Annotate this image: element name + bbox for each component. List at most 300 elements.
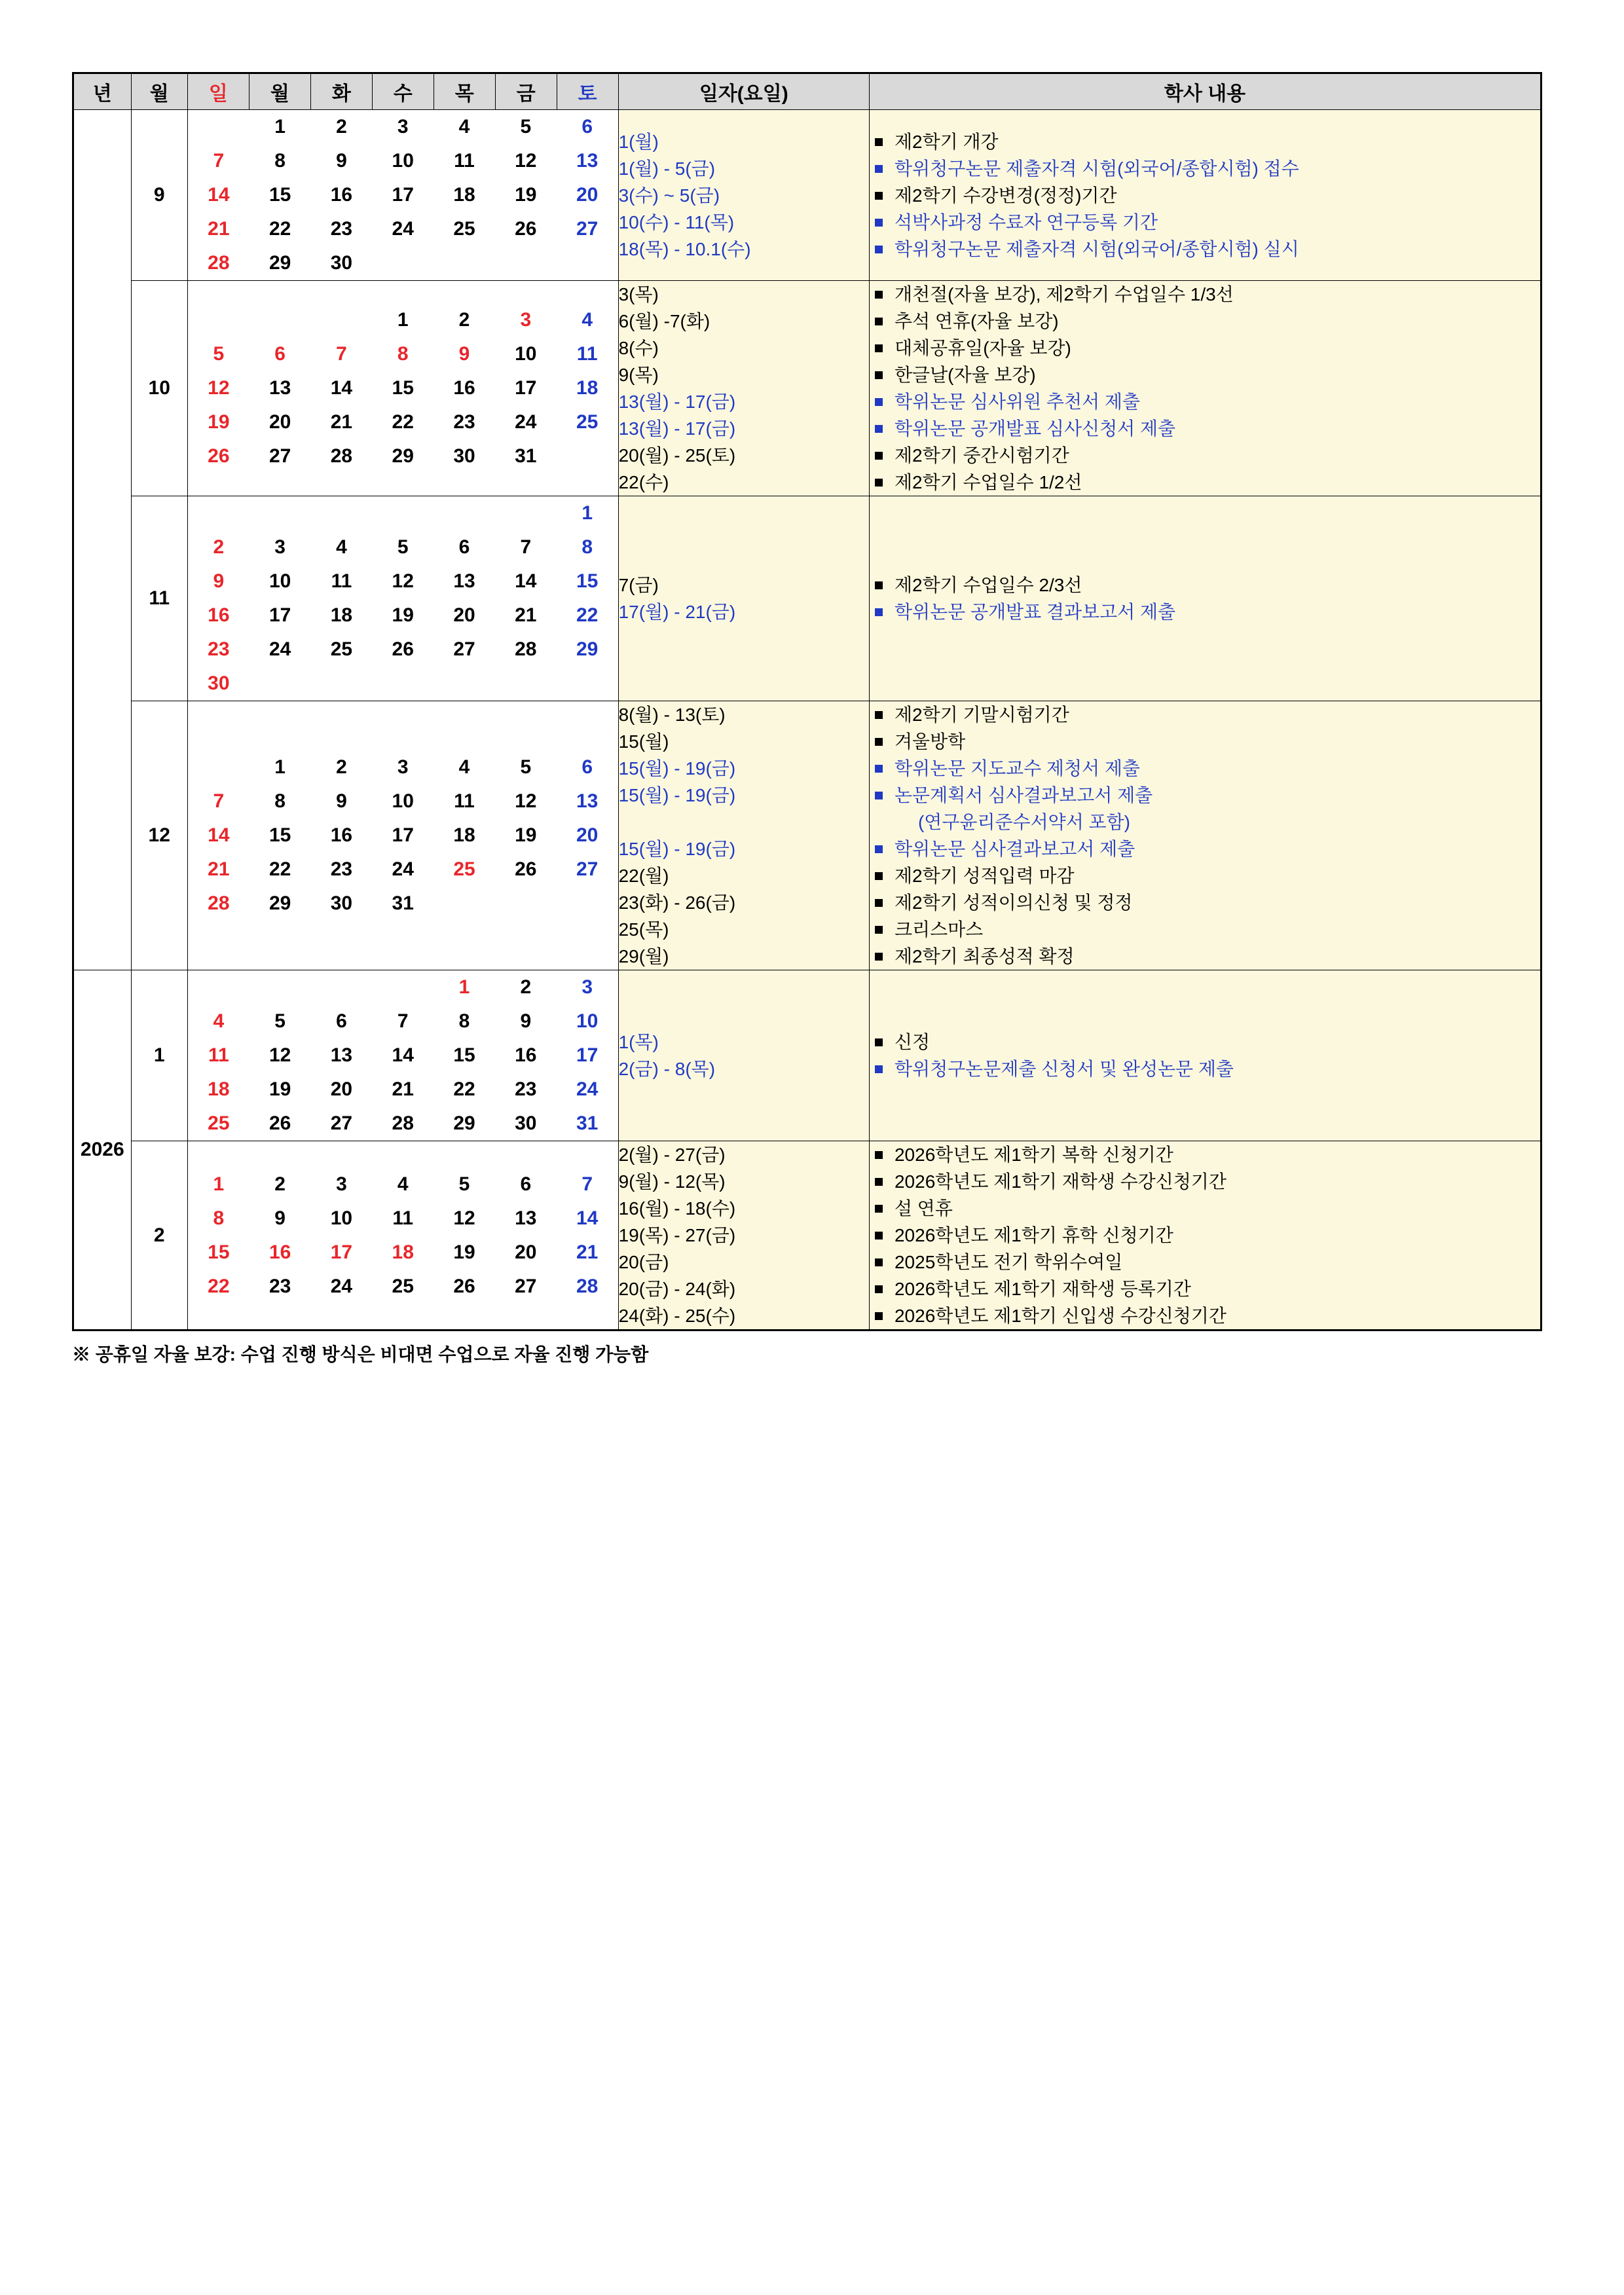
date-list-cell <box>618 281 869 496</box>
week-row <box>188 970 618 1004</box>
square-bullet-icon <box>875 291 883 299</box>
week-row <box>188 1038 618 1073</box>
day-cell: 18 <box>392 1241 414 1263</box>
header-wednesday: 수 <box>372 73 434 110</box>
day-cell <box>249 303 311 337</box>
day-grid <box>187 110 618 281</box>
date-line: 2(월) - 27(금) <box>618 1145 726 1165</box>
day-cell: 10 <box>392 790 414 812</box>
day-cell: 16 <box>515 1044 537 1066</box>
day-cell: 8 <box>458 1010 470 1032</box>
day-cell: 12 <box>268 1044 291 1066</box>
date-line: 20(금) <box>618 1252 669 1272</box>
square-bullet-icon <box>875 479 883 487</box>
day-cell: 19 <box>208 411 230 433</box>
date-line: 15(월) - 19(금) <box>618 839 736 859</box>
event-label: 2026학년도 제1학기 휴학 신청기간 <box>894 1225 1173 1245</box>
event-line <box>870 361 1540 388</box>
day-grid <box>187 496 618 701</box>
event-line <box>870 1141 1540 1168</box>
header-academic-content: 학사 내용 <box>869 73 1541 110</box>
day-cell: 4 <box>213 1010 225 1032</box>
month-row <box>73 281 1541 496</box>
square-bullet-icon <box>875 398 883 406</box>
day-cell <box>557 667 618 701</box>
day-cell: 17 <box>392 824 414 846</box>
event-label: 신정 <box>894 1032 931 1052</box>
square-bullet-icon <box>875 899 883 907</box>
header-date-dow: 일자(요일) <box>618 73 869 110</box>
event-label: 학위논문 공개발표 심사신청서 제출 <box>894 418 1176 439</box>
date-line: 23(화) - 26(금) <box>618 892 736 913</box>
day-cell: 24 <box>392 218 414 240</box>
event-line <box>870 809 1540 835</box>
square-bullet-icon <box>875 765 883 773</box>
day-cell: 14 <box>330 377 353 399</box>
header-year: 년 <box>73 73 132 110</box>
week-row <box>188 371 618 405</box>
day-cell: 31 <box>576 1112 599 1134</box>
square-bullet-icon <box>875 845 883 853</box>
day-cell: 1 <box>397 309 409 331</box>
week-row <box>188 1004 618 1038</box>
day-cell: 11 <box>392 1207 414 1229</box>
square-bullet-icon <box>875 608 883 616</box>
square-bullet-icon <box>875 165 883 173</box>
month-row <box>73 110 1541 281</box>
day-cell <box>311 496 373 530</box>
day-cell: 24 <box>330 1275 353 1297</box>
day-cell: 9 <box>458 343 470 365</box>
date-list-cell <box>618 496 869 701</box>
day-cell: 30 <box>330 892 353 914</box>
event-line <box>870 1056 1540 1082</box>
day-cell: 23 <box>453 411 475 433</box>
day-cell <box>188 303 249 337</box>
day-cell: 1 <box>274 756 286 778</box>
event-list-cell <box>869 110 1541 281</box>
day-cell: 9 <box>336 150 347 172</box>
month-cell: 12 <box>131 701 187 970</box>
event-label: 제2학기 성적이의신청 및 정정 <box>894 892 1133 913</box>
week-row <box>188 887 618 921</box>
day-cell: 13 <box>576 150 599 172</box>
day-cell: 26 <box>208 445 230 467</box>
square-bullet-icon <box>875 1205 883 1213</box>
date-line: 10(수) - 11(목) <box>618 211 735 232</box>
event-label: 크리스마스 <box>894 919 984 940</box>
week-row <box>188 818 618 853</box>
day-cell: 14 <box>515 570 537 592</box>
day-cell: 3 <box>336 1173 347 1195</box>
day-cell: 28 <box>392 1112 414 1134</box>
day-cell <box>434 667 495 701</box>
day-cell: 6 <box>274 343 286 365</box>
day-cell <box>434 246 495 280</box>
day-grid <box>187 970 618 1141</box>
square-bullet-icon <box>875 425 883 433</box>
header-row <box>73 73 1541 110</box>
day-cell: 22 <box>576 604 599 626</box>
square-bullet-icon <box>875 138 883 146</box>
day-cell: 29 <box>453 1112 475 1134</box>
day-cell: 29 <box>576 638 599 660</box>
day-cell <box>188 110 249 144</box>
date-line: 9(월) - 12(목) <box>618 1171 726 1192</box>
day-cell: 26 <box>515 858 537 880</box>
square-bullet-icon <box>875 192 883 200</box>
day-cell: 10 <box>576 1010 599 1032</box>
day-cell: 8 <box>213 1207 225 1229</box>
day-cell: 2 <box>274 1173 286 1195</box>
date-line: 24(화) - 25(수) <box>618 1306 736 1326</box>
day-cell: 31 <box>392 892 414 914</box>
event-label: 2026학년도 제1학기 재학생 수강신청기간 <box>894 1171 1227 1192</box>
day-cell: 15 <box>208 1241 230 1263</box>
day-cell: 9 <box>520 1010 532 1032</box>
day-cell: 10 <box>330 1207 353 1229</box>
day-cell: 28 <box>208 252 230 274</box>
day-cell: 26 <box>268 1112 291 1134</box>
day-cell: 20 <box>330 1078 353 1100</box>
event-label: 제2학기 기말시험기간 <box>894 705 1069 725</box>
date-line: 1(월) - 5(금) <box>618 158 716 179</box>
footnote: ※ 공휴일 자율 보강: 수업 진행 방식은 비대면 수업으로 자율 진행 가능함 <box>72 1344 649 1365</box>
date-line <box>619 809 869 835</box>
square-bullet-icon <box>875 953 883 961</box>
day-cell: 3 <box>274 536 286 558</box>
day-cell <box>495 246 557 280</box>
event-line <box>870 388 1540 415</box>
event-line <box>870 916 1540 943</box>
day-cell: 24 <box>515 411 537 433</box>
date-list-cell <box>618 970 869 1141</box>
date-list-cell <box>618 1141 869 1331</box>
event-line <box>870 728 1540 755</box>
day-cell: 30 <box>453 445 475 467</box>
day-cell: 28 <box>330 445 353 467</box>
day-cell: 27 <box>576 218 599 240</box>
day-cell <box>188 750 249 784</box>
event-label: 제2학기 최종성적 확정 <box>894 946 1075 966</box>
day-cell: 2 <box>458 309 470 331</box>
event-label: 학위청구논문 제출자격 시험(외국어/종합시험) 접수 <box>894 158 1299 179</box>
day-cell: 3 <box>581 976 593 998</box>
month-cell: 2 <box>131 1141 187 1331</box>
square-bullet-icon <box>875 246 883 253</box>
event-line <box>870 155 1540 182</box>
day-cell: 19 <box>515 824 537 846</box>
day-cell: 5 <box>458 1173 470 1195</box>
day-cell: 15 <box>268 824 291 846</box>
date-line: 15(월) - 19(금) <box>618 758 736 779</box>
day-cell: 25 <box>208 1112 230 1134</box>
day-cell: 28 <box>208 892 230 914</box>
day-cell: 28 <box>576 1275 599 1297</box>
week-row <box>188 564 618 598</box>
week-row <box>188 667 618 701</box>
day-cell: 21 <box>392 1078 414 1100</box>
day-cell: 14 <box>576 1207 599 1229</box>
square-bullet-icon <box>875 926 883 934</box>
day-cell: 11 <box>576 343 598 365</box>
event-line <box>870 943 1540 970</box>
day-cell: 23 <box>268 1275 291 1297</box>
event-line <box>870 182 1540 209</box>
event-list-cell <box>869 701 1541 970</box>
event-line <box>870 701 1540 728</box>
day-cell: 15 <box>576 570 599 592</box>
day-cell: 13 <box>453 570 475 592</box>
date-line: 1(월) <box>618 131 659 152</box>
event-line <box>870 572 1540 598</box>
day-cell: 18 <box>576 377 599 399</box>
event-line <box>870 442 1540 469</box>
header-sunday: 일 <box>187 73 249 110</box>
day-cell: 18 <box>330 604 353 626</box>
day-cell: 23 <box>330 858 353 880</box>
square-bullet-icon <box>875 344 883 352</box>
day-cell: 12 <box>515 150 537 172</box>
day-cell: 13 <box>330 1044 353 1066</box>
day-cell: 25 <box>453 218 475 240</box>
square-bullet-icon <box>875 1038 883 1046</box>
day-cell: 22 <box>268 858 291 880</box>
day-grid <box>187 281 618 496</box>
header-month: 월 <box>131 73 187 110</box>
event-label: 한글날(자율 보강) <box>894 365 1036 385</box>
week-row <box>188 853 618 887</box>
day-cell: 8 <box>274 790 286 812</box>
week-row <box>188 784 618 818</box>
day-cell: 27 <box>576 858 599 880</box>
day-cell: 8 <box>274 150 286 172</box>
event-line <box>870 1168 1540 1195</box>
day-cell: 4 <box>397 1173 409 1195</box>
day-cell: 24 <box>576 1078 599 1100</box>
square-bullet-icon <box>875 371 883 379</box>
day-cell: 7 <box>581 1173 593 1195</box>
day-cell <box>372 970 434 1004</box>
day-cell <box>372 667 434 701</box>
event-list-cell <box>869 970 1541 1141</box>
day-cell: 19 <box>392 604 414 626</box>
day-cell <box>249 970 311 1004</box>
day-cell: 25 <box>453 858 475 880</box>
date-line: 18(목) - 10.1(수) <box>618 238 751 259</box>
square-bullet-icon <box>875 1232 883 1239</box>
day-cell: 1 <box>213 1173 225 1195</box>
day-cell: 6 <box>458 536 470 558</box>
week-row <box>188 530 618 564</box>
square-bullet-icon <box>875 872 883 880</box>
event-label: 개천절(자율 보강), 제2학기 수업일수 1/3선 <box>894 284 1234 304</box>
day-cell: 16 <box>330 824 353 846</box>
event-line <box>870 209 1540 236</box>
event-line <box>870 1249 1540 1276</box>
month-row <box>73 1141 1541 1331</box>
week-row <box>188 496 618 530</box>
event-list-cell <box>869 496 1541 701</box>
day-cell: 6 <box>581 116 593 138</box>
date-line: 1(목) <box>618 1032 659 1052</box>
month-cell: 11 <box>131 496 187 701</box>
event-label: 대체공휴일(자율 보강) <box>894 338 1071 358</box>
day-grid <box>187 701 618 970</box>
day-cell: 27 <box>453 638 475 660</box>
day-cell <box>311 667 373 701</box>
day-cell: 30 <box>515 1112 537 1134</box>
day-cell <box>372 496 434 530</box>
day-cell: 17 <box>392 184 414 206</box>
event-line <box>870 281 1540 308</box>
square-bullet-icon <box>875 738 883 746</box>
day-cell: 2 <box>520 976 532 998</box>
day-cell: 29 <box>392 445 414 467</box>
day-cell: 21 <box>330 411 353 433</box>
day-cell: 5 <box>520 756 532 778</box>
event-label: 학위논문 심사결과보고서 제출 <box>894 839 1135 859</box>
week-row <box>188 633 618 667</box>
day-cell: 7 <box>213 150 225 172</box>
day-cell: 14 <box>392 1044 414 1066</box>
date-line: 7(금) <box>618 575 659 595</box>
square-bullet-icon <box>875 452 883 460</box>
date-line: 22(수) <box>618 472 669 492</box>
square-bullet-icon <box>875 1312 883 1320</box>
day-cell: 13 <box>515 1207 537 1229</box>
week-row <box>188 246 618 280</box>
day-cell: 21 <box>208 858 230 880</box>
day-cell: 2 <box>336 756 347 778</box>
date-line: 16(월) - 18(수) <box>618 1198 736 1219</box>
event-line <box>870 755 1540 782</box>
event-label: 추석 연휴(자율 보강) <box>894 311 1059 331</box>
event-line <box>870 128 1540 155</box>
day-cell: 15 <box>268 184 291 206</box>
event-label: 학위청구논문제출 신청서 및 완성논문 제출 <box>894 1059 1234 1079</box>
day-cell: 19 <box>268 1078 291 1100</box>
day-cell: 5 <box>520 116 532 138</box>
day-cell: 16 <box>208 604 230 626</box>
day-cell: 23 <box>515 1078 537 1100</box>
header-monday: 월 <box>249 73 310 110</box>
day-cell: 10 <box>392 150 414 172</box>
day-cell: 15 <box>392 377 414 399</box>
day-cell: 20 <box>453 604 475 626</box>
day-cell: 28 <box>515 638 537 660</box>
day-cell: 27 <box>330 1112 353 1134</box>
day-cell: 19 <box>453 1241 475 1263</box>
week-row <box>188 1202 618 1236</box>
day-cell: 12 <box>453 1207 475 1229</box>
day-cell: 1 <box>274 116 286 138</box>
day-cell: 17 <box>515 377 537 399</box>
event-label: 2025학년도 전기 학위수여일 <box>894 1252 1123 1272</box>
day-cell: 20 <box>268 411 291 433</box>
week-row <box>188 439 618 473</box>
event-label: 제2학기 성적입력 마감 <box>894 866 1075 886</box>
event-line <box>870 236 1540 263</box>
day-cell: 22 <box>453 1078 475 1100</box>
day-cell <box>249 496 311 530</box>
day-cell: 18 <box>453 824 475 846</box>
event-line <box>870 1195 1540 1222</box>
day-cell: 30 <box>208 672 230 694</box>
week-row <box>188 303 618 337</box>
event-label: 논문계획서 심사결과보고서 제출 <box>894 785 1153 805</box>
event-line <box>870 835 1540 862</box>
square-bullet-icon <box>875 792 883 799</box>
day-grid <box>187 1141 618 1331</box>
day-cell: 4 <box>458 756 470 778</box>
day-cell: 20 <box>515 1241 537 1263</box>
date-line: 8(월) - 13(토) <box>618 705 726 725</box>
week-row <box>188 1107 618 1141</box>
week-row <box>188 212 618 246</box>
day-cell: 21 <box>208 218 230 240</box>
day-cell: 16 <box>330 184 353 206</box>
date-line: 19(목) - 27(금) <box>618 1225 736 1245</box>
square-bullet-icon <box>875 581 883 589</box>
day-cell: 10 <box>515 343 537 365</box>
week-row <box>188 110 618 144</box>
event-label: 제2학기 수업일수 1/2선 <box>894 472 1082 492</box>
date-line: 20(금) - 24(화) <box>618 1279 736 1299</box>
square-bullet-icon <box>875 318 883 325</box>
date-list-cell <box>618 110 869 281</box>
date-line: 6(월) -7(화) <box>618 311 710 331</box>
day-cell <box>249 667 311 701</box>
event-line <box>870 1302 1540 1329</box>
day-cell: 17 <box>330 1241 353 1263</box>
day-cell: 11 <box>454 150 475 172</box>
event-label: 2026학년도 제1학기 신입생 수강신청기간 <box>894 1306 1227 1326</box>
day-cell: 11 <box>454 790 475 812</box>
square-bullet-icon <box>875 711 883 719</box>
day-cell: 3 <box>397 756 409 778</box>
month-row <box>73 701 1541 970</box>
event-line <box>870 1276 1540 1302</box>
day-cell: 12 <box>515 790 537 812</box>
date-line: 15(월) - 19(금) <box>618 785 736 805</box>
month-cell: 1 <box>131 970 187 1141</box>
event-list-cell <box>869 281 1541 496</box>
day-cell: 20 <box>576 184 599 206</box>
day-cell: 22 <box>268 218 291 240</box>
event-label: 제2학기 개강 <box>894 131 999 152</box>
day-cell: 4 <box>336 536 347 558</box>
week-row <box>188 1073 618 1107</box>
event-list-cell <box>869 1141 1541 1331</box>
event-line <box>870 889 1540 916</box>
day-cell <box>434 496 495 530</box>
day-cell: 30 <box>330 252 353 274</box>
header-friday: 금 <box>495 73 557 110</box>
header-tuesday: 화 <box>310 73 372 110</box>
square-bullet-icon <box>875 219 883 227</box>
day-cell <box>557 439 618 473</box>
day-cell: 4 <box>458 116 470 138</box>
square-bullet-icon <box>875 1151 883 1159</box>
day-cell <box>311 970 373 1004</box>
date-list-cell <box>618 701 869 970</box>
event-label: 제2학기 수업일수 2/3선 <box>894 575 1082 595</box>
day-cell <box>495 496 557 530</box>
day-cell: 16 <box>453 377 475 399</box>
date-line: 20(월) - 25(토) <box>618 445 736 466</box>
year-cell: 2026 <box>73 970 132 1331</box>
